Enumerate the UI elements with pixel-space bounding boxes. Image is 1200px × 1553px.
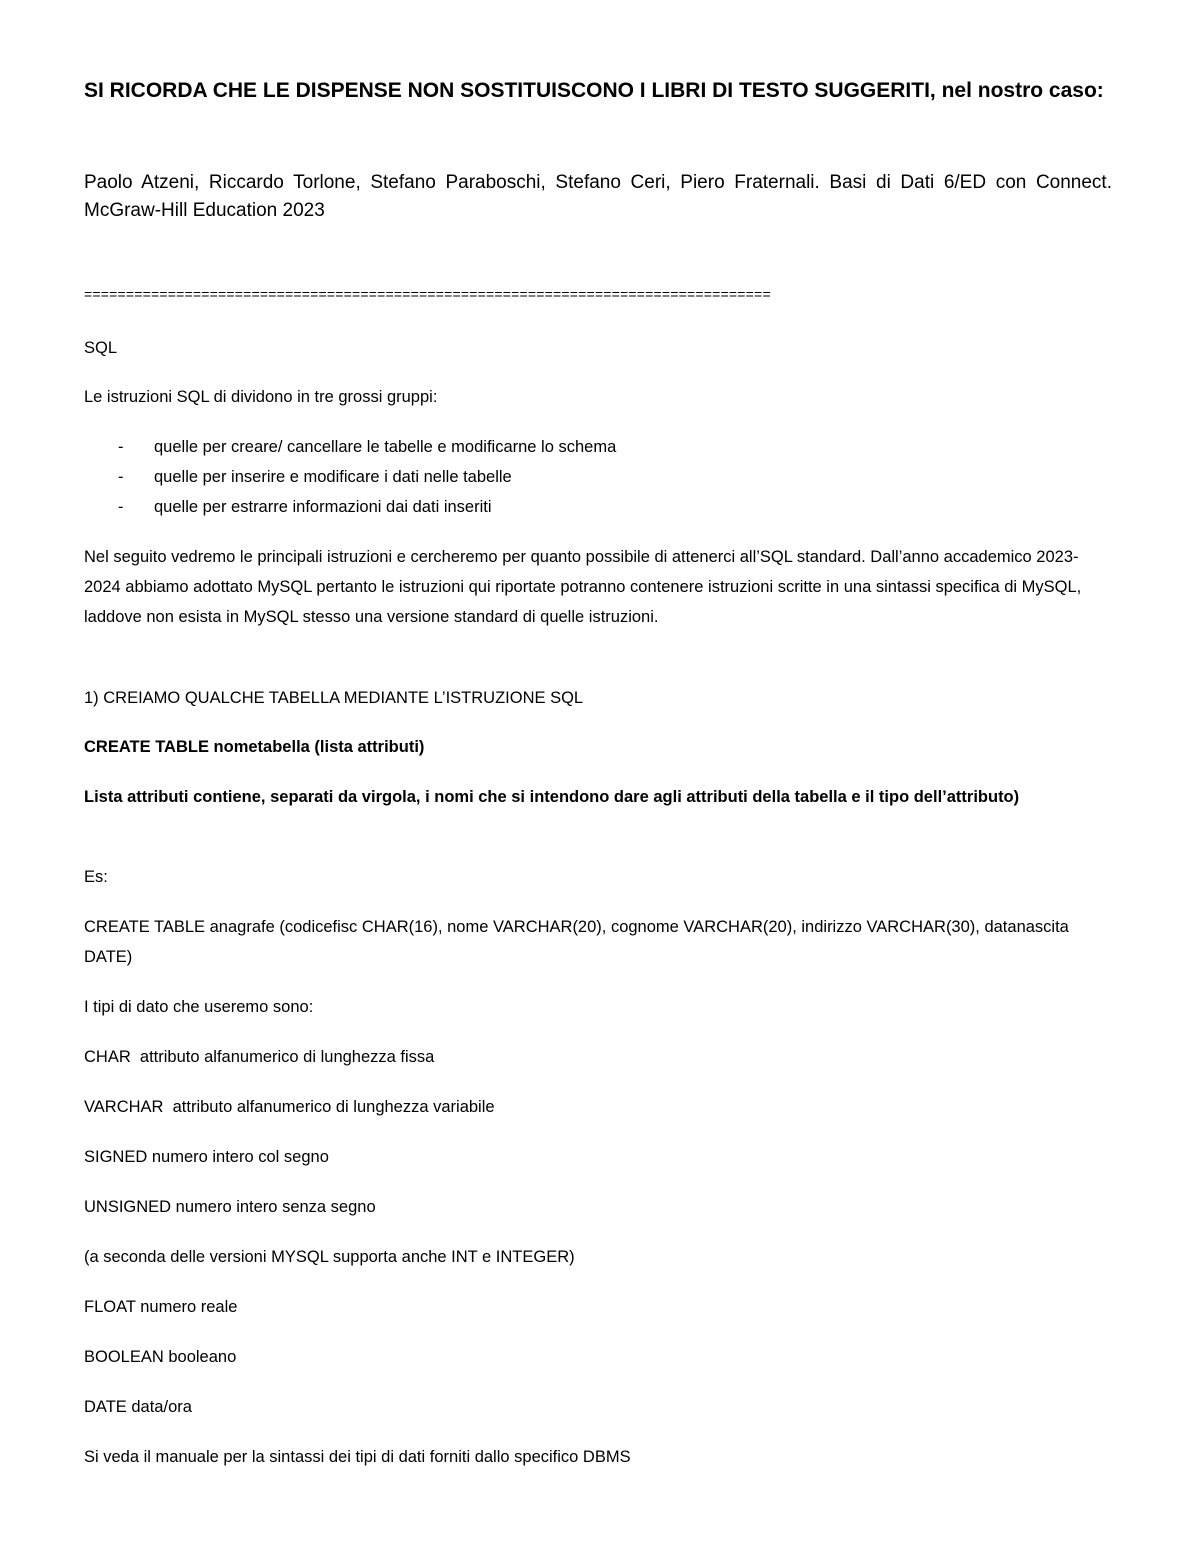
list-item [84, 492, 1112, 522]
example-label: Es: [84, 868, 108, 886]
textbook-reference: Paolo Atzeni, Riccardo Torlone, Stefano Paraboschi, Stefano Ceri, Piero Fraternali. Basi di Dati 6/ED con Connect. McGraw-Hill Education 2023 [84, 172, 1112, 221]
type-entry: DATE data/ora [84, 1398, 192, 1416]
type-entry: SIGNED numero intero col segno [84, 1148, 329, 1166]
step-heading: 1) CREIAMO QUALCHE TABELLA MEDIANTE L’ISTRUZIONE SQL [84, 689, 584, 707]
type-entry: BOOLEAN booleano [84, 1348, 237, 1366]
groups-list [84, 432, 1112, 522]
closing-note: Si veda il manuale per la sintassi dei tipi di dati forniti dallo specifico DBMS [84, 1448, 631, 1466]
list-item-text: quelle per estrarre informazioni dai dati inseriti [154, 498, 492, 516]
syntax-line: CREATE TABLE nometabella (lista attributi) [84, 738, 425, 756]
type-entry: CHAR attributo alfanumerico di lunghezza fissa [84, 1048, 435, 1066]
bullet-dash: - [118, 468, 124, 486]
type-entry: UNSIGNED numero intero senza segno [84, 1198, 376, 1216]
bullet-dash: - [118, 498, 124, 516]
list-item-text: quelle per inserire e modificare i dati nelle tabelle [154, 468, 512, 486]
list-item [84, 462, 1112, 492]
list-item-text: quelle per creare/ cancellare le tabelle e modificarne lo schema [154, 438, 617, 456]
textbook-notice: SI RICORDA CHE LE DISPENSE NON SOSTITUISCONO I LIBRI DI TESTO SUGGERITI, nel nostro caso: [84, 79, 1104, 102]
example-code: CREATE TABLE anagrafe (codicefisc CHAR(16), nome VARCHAR(20), cognome VARCHAR(20), indirizzo VARCHAR(30), datanascita DATE) [84, 918, 1069, 966]
bullet-dash: - [118, 438, 124, 456]
type-entry: VARCHAR attributo alfanumerico di lunghezza variabile [84, 1098, 495, 1116]
type-entry: FLOAT numero reale [84, 1298, 238, 1316]
list-item [84, 432, 1112, 462]
types-intro: I tipi di dato che useremo sono: [84, 998, 314, 1016]
description-paragraph: Nel seguito vedremo le principali istruzioni e cercheremo per quanto possibile di attenerci all’SQL standard. Dall’anno accademico 2023-2024 abbiamo adottato MySQL pertanto le istruzioni qui riportate potranno contenere istruzioni scritte in una sintassi specifica di MySQL, laddove non esista in MySQL stesso una versione standard di quelle istruzioni. [84, 548, 1082, 626]
section-title: SQL [84, 339, 118, 357]
syntax-note: Lista attributi contiene, separati da virgola, i nomi che si intendono dare agli attributi della tabella e il tipo dell’attributo) [84, 788, 1020, 806]
separator-line: ================================================================================== [84, 286, 771, 302]
intro-text: Le istruzioni SQL di dividono in tre grossi gruppi: [84, 388, 438, 406]
type-entry: (a seconda delle versioni MYSQL supporta anche INT e INTEGER) [84, 1248, 575, 1266]
